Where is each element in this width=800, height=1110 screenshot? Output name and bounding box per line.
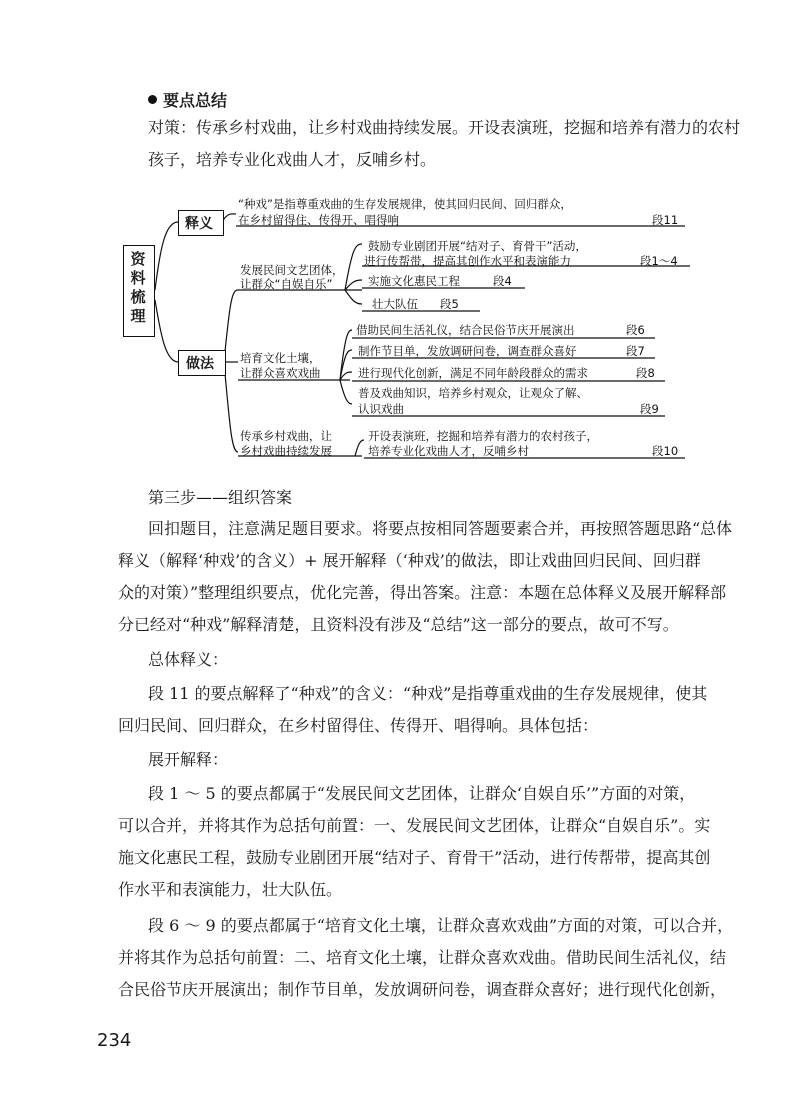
connector-methods-group1 <box>224 290 238 362</box>
connector-g2-i4 <box>340 380 352 404</box>
step3-para4-line-3: 合民俗节庆开展演出；制作节目单，发放调研问卷，调查群众喜好；进行现代化创新， <box>118 980 727 999</box>
connector-root-methods <box>155 300 178 362</box>
page-number: 234 <box>97 1030 132 1051</box>
g2-item3-ref: 段8 <box>636 366 655 380</box>
step3-title: 第三步——组织答案 <box>148 488 293 507</box>
g1-item1-line-2: 进行传帮带，提高其创作水平和表演能力 <box>364 254 571 268</box>
g2-item4-line-1: 普及戏曲知识，培养乡村观众，让观众了解、 <box>358 386 588 400</box>
step3-para3-line-3: 施文化惠民工程，鼓励专业剧团开展“结对子、育骨干”活动，进行传帮带，提高其创 <box>118 848 711 867</box>
g1-item3-line-1: 壮大队伍 <box>372 297 418 311</box>
step3-para1-line-4: 分已经对“种戏”解释清楚，且资料没有涉及“总结”这一部分的要点，故可不写。 <box>118 615 679 634</box>
step3-para1-line-3: 众的对策）”整理组织要点，优化完善，得出答案。注意：本题在总体释义及展开解释部 <box>118 583 727 602</box>
g2-item4-line-2: 认识戏曲 <box>358 402 404 416</box>
connector-g1-i3 <box>345 290 362 304</box>
g1-item1-line-1: 鼓励专业剧团开展“结对子、育骨干”活动， <box>368 239 587 253</box>
root-char-1: 资 <box>130 250 146 268</box>
connector-meaning-text <box>222 214 236 222</box>
connector-methods-group3 <box>224 362 238 452</box>
meaning-text-line-2: 在乡村留得住、传得开、唱得响 <box>238 213 399 227</box>
group3-title-line-2: 乡村戏曲持续发展 <box>240 444 332 458</box>
meaning-text-line-1: “种戏”是指尊重戏曲的生存发展规律，使其回归民间、回归群众， <box>238 197 572 211</box>
step3-para2-line-2: 回归民间、回归群众，在乡村留得住、传得开、唱得响。具体包括： <box>118 716 599 735</box>
g2-item3-line-1: 进行现代化创新，满足不同年龄段群众的需求 <box>358 366 588 380</box>
group1-title-line-2: 让群众“自娱自乐” <box>240 277 333 291</box>
meaning-label: 释义 <box>185 216 213 232</box>
step3-para4-line-1: 段 6 ～ 9 的要点都属于“培育文化土壤，让群众喜欢戏曲”方面的对策，可以合并， <box>148 916 734 935</box>
root-char-4: 理 <box>130 307 146 325</box>
step3-para2-line-1: 段 11 的要点解释了“种戏”的含义：“种戏”是指尊重戏曲的生存发展规律，使其 <box>148 684 708 703</box>
step3-para3-line-4: 作水平和表演能力，壮大队伍。 <box>118 880 343 899</box>
g1-item1-ref: 段1～4 <box>640 254 678 268</box>
g1-item2-line-1: 实施文化惠民工程 <box>368 274 460 288</box>
countermeasure-line-2: 孩子，培养专业化戏曲人才，反哺乡村。 <box>148 150 437 169</box>
step3-para1-line-1: 回扣题目，注意满足题目要求。将要点按相同答题要素合并，再按照答题思路“总体 <box>148 519 733 538</box>
g1-item2-ref: 段4 <box>493 274 512 288</box>
summary-heading-text: 要点总结 <box>163 91 228 110</box>
step3-para3-line-1: 段 1 ～ 5 的要点都属于“发展民间文艺团体，让群众‘自娱自乐’”方面的对策， <box>148 784 696 803</box>
methods-label: 做法 <box>186 356 214 372</box>
overall-label: 总体释义： <box>148 650 229 669</box>
root-char-2: 料 <box>130 269 146 287</box>
g2-item1-line-1: 借助民间生活礼仪，结合民俗节庆开展演出 <box>356 323 575 337</box>
g2-item2-line-1: 制作节目单，发放调研问卷，调查群众喜好 <box>358 344 577 358</box>
connector-root-meaning <box>155 222 178 290</box>
expand-label: 展开解释： <box>148 750 229 769</box>
connector-g3-i1 <box>355 440 364 456</box>
connector-g1-i1 <box>345 244 362 290</box>
group2-title-line-1: 培育文化土壤， <box>240 351 321 365</box>
g1-item3-ref: 段5 <box>440 297 459 311</box>
group3-title-line-1: 传承乡村戏曲，让 <box>240 429 332 443</box>
connector-g1-i2 <box>345 280 362 290</box>
group2-title-line-2: 让群众喜欢戏曲 <box>240 366 321 380</box>
g2-item4-ref: 段9 <box>640 402 659 416</box>
g2-item1-ref: 段6 <box>626 323 645 337</box>
root-label <box>127 250 149 326</box>
step3-para3-line-2: 可以合并，并将其作为总括句前置：一、发展民间文艺团体，让群众“自娱自乐”。实 <box>118 816 711 835</box>
g3-item1-line-2: 培养专业化戏曲人才，反哺乡村 <box>368 444 529 458</box>
g3-item1-line-1: 开设表演班，挖掘和培养有潜力的农村孩子， <box>368 429 598 443</box>
step3-para1-line-2: 释义（解释‘种戏’的含义）+ 展开解释（‘种戏’的做法，即让戏曲回归民间、回归群 <box>118 551 701 570</box>
g2-item2-ref: 段7 <box>626 344 645 358</box>
countermeasure-line-1: 对策：传承乡村戏曲，让乡村戏曲持续发展。开设表演班，挖掘和培养有潜力的农村 <box>148 118 741 137</box>
group1-title-line-1: 发展民间文艺团体， <box>240 263 344 277</box>
step3-para4-line-2: 并将其作为总括句前置：二、培育文化土壤，让群众喜欢戏曲。借助民间生活礼仪，结 <box>118 948 727 967</box>
root-char-3: 梳 <box>130 288 146 306</box>
meaning-ref: 段11 <box>652 213 679 227</box>
g3-item1-ref: 段10 <box>652 444 679 458</box>
